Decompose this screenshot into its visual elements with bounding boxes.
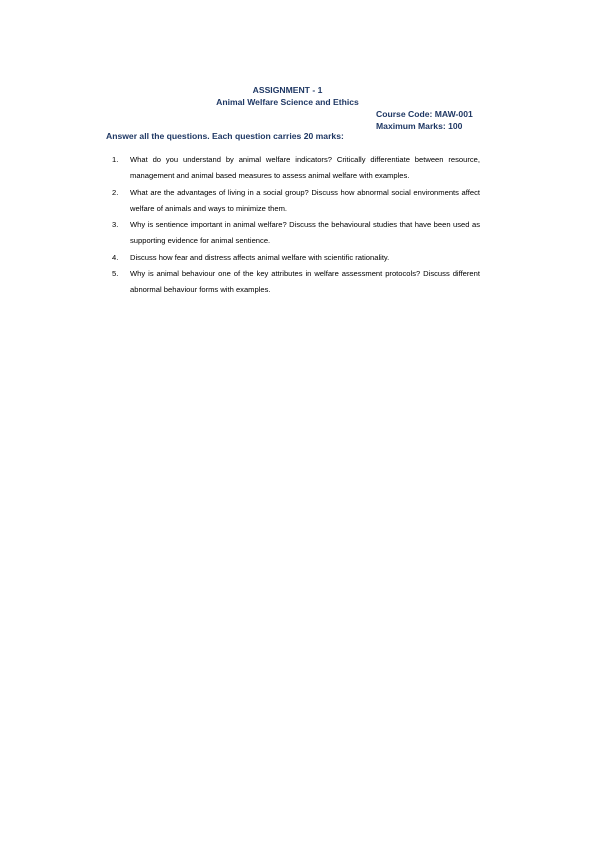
- instructions: Answer all the questions. Each question carries 20 marks:: [106, 131, 344, 141]
- question-item: [112, 250, 480, 266]
- maximum-marks: Maximum Marks: 100: [376, 121, 463, 131]
- page-title: ASSIGNMENT - 1: [252, 85, 323, 95]
- question-number: 3.: [112, 220, 119, 230]
- question-text: What do you understand by animal welfare indicators? Critically differentiate between resource, management and animal based measures to assess animal welfare with examples.: [130, 155, 480, 181]
- question-number: 2.: [112, 187, 119, 197]
- page-subtitle: Animal Welfare Science and Ethics: [216, 97, 359, 107]
- course-code: Course Code: MAW-001: [376, 109, 473, 119]
- question-number: 1.: [112, 155, 119, 164]
- question-list: [112, 152, 480, 299]
- question-item: [112, 152, 480, 185]
- question-text: What are the advantages of living in a social group? Discuss how abnormal social environments affect welfare of animals and ways to minimize them.: [130, 187, 480, 213]
- question-text: Why is animal behaviour one of the key attributes in welfare assessment protocols? Discuss different abnormal behaviour forms with examples.: [130, 269, 480, 295]
- question-item: [112, 185, 480, 218]
- question-text: Discuss how fear and distress affects animal welfare with scientific rationality.: [130, 252, 390, 262]
- question-item: [112, 266, 480, 299]
- question-number: 5.: [112, 269, 119, 279]
- question-item: [112, 217, 480, 250]
- question-text: Why is sentience important in animal welfare? Discuss the behavioural studies that have been used as supporting evidence for animal sentience.: [130, 220, 480, 246]
- question-number: 4.: [112, 252, 119, 262]
- course-info: [376, 108, 473, 132]
